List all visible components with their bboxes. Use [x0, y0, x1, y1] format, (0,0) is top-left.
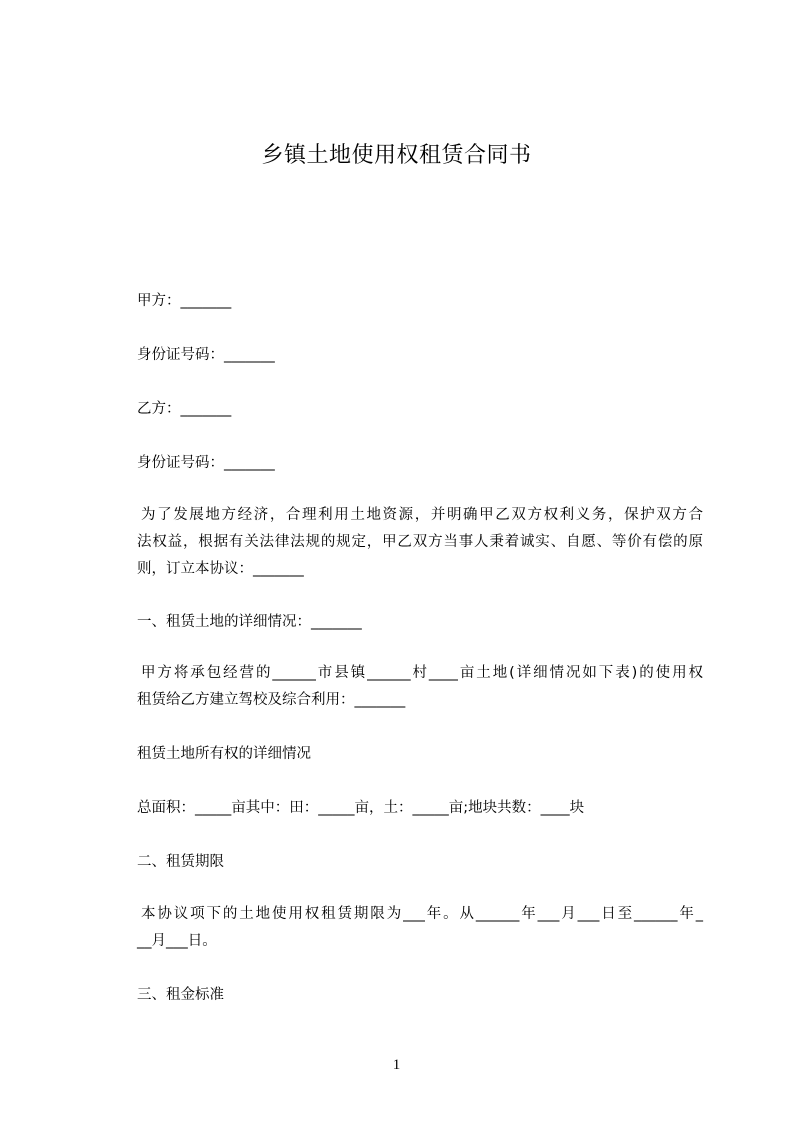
page-number: 1 [392, 1057, 401, 1073]
section-2-line-1: 本协议项下的土地使用权租赁期限为___年。从______年___月___日至______年_ [141, 906, 703, 922]
section-2-heading: 二、租赁期限 [137, 854, 224, 870]
ownership-heading: 租赁土地所有权的详细情况 [137, 746, 311, 762]
section-1-heading: 一、租赁土地的详细情况：_______ [137, 614, 362, 630]
party-a-id-line: 身份证号码：_______ [137, 347, 275, 363]
intro-line-2: 法权益，根据有关法律法规的规定，甲乙双方当事人秉着诚实、自愿、等价有偿的原 [137, 534, 703, 550]
area-line: 总面积：_____亩其中：田：_____亩，土：_____亩;地块共数：____块 [137, 800, 585, 816]
party-b-id-line: 身份证号码：_______ [137, 455, 275, 471]
intro-line-3: 则，订立本协议：_______ [137, 561, 304, 577]
document-title: 乡镇土地使用权租赁合同书 [261, 143, 532, 168]
intro-line-1: 为了发展地方经济，合理利用土地资源，并明确甲乙双方权利义务，保护双方合 [141, 507, 703, 523]
section-1-line-1: 甲方将承包经营的______市县镇______村____亩土地(详细情况如下表)的使用权 [141, 665, 703, 681]
section-1-line-2: 租赁给乙方建立驾校及综合利用：_______ [137, 692, 406, 708]
party-b-line: 乙方：_______ [137, 401, 232, 417]
section-3-heading: 三、租金标准 [137, 987, 224, 1003]
section-1-paragraph [137, 660, 703, 714]
section-2-line-2: __月___日。 [137, 933, 217, 949]
party-a-line: 甲方：_______ [137, 293, 232, 309]
section-2-paragraph [137, 901, 703, 955]
intro-paragraph [137, 502, 703, 583]
